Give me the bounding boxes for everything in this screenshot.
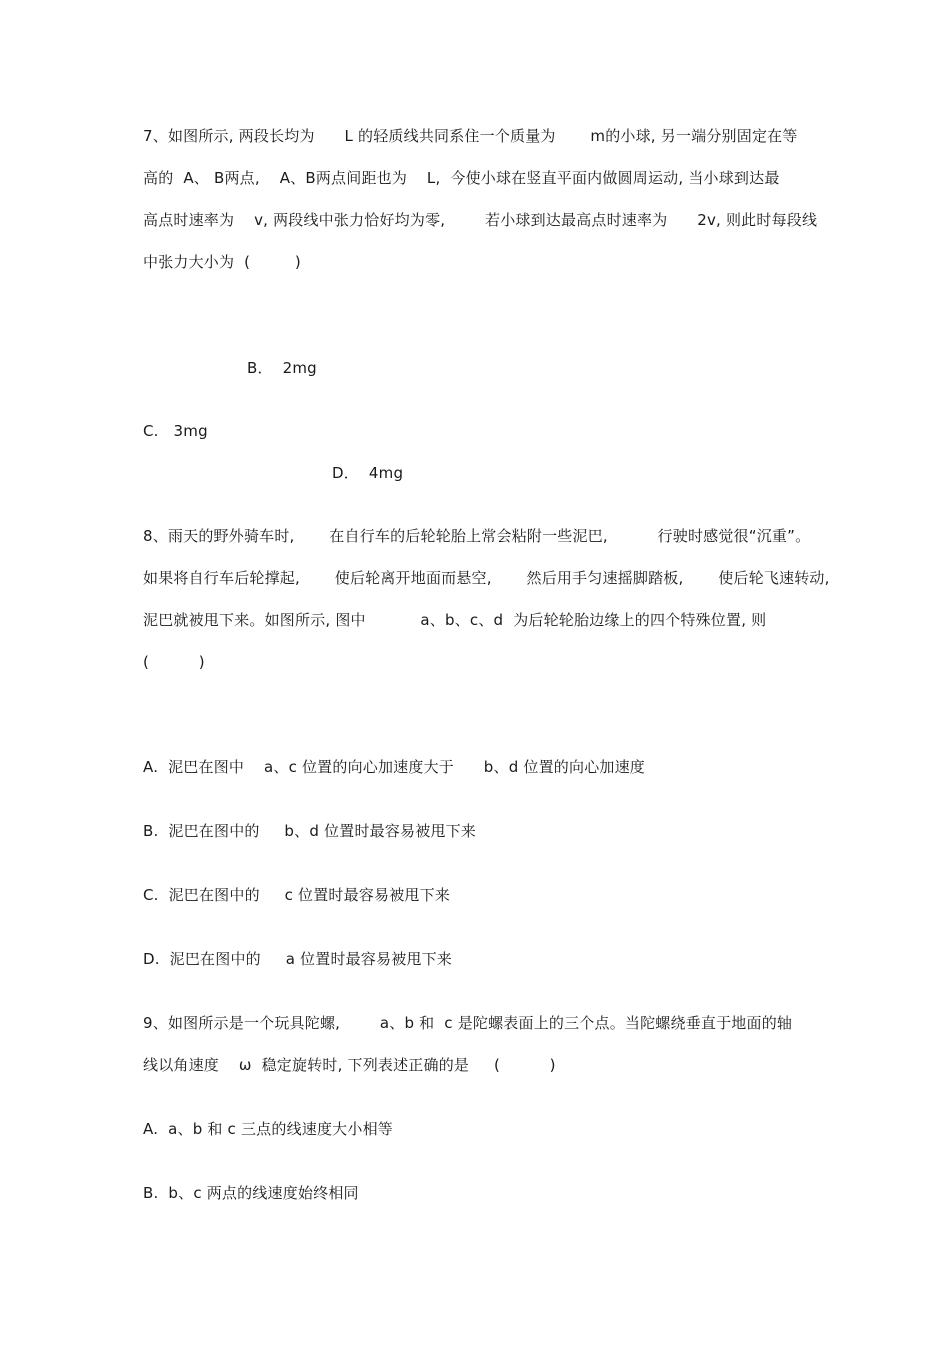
q9-option-a: A. a、b 和 c 三点的线速度大小相等 <box>143 1120 393 1138</box>
q8-option-b: B. 泥巴在图中的 b、d 位置时最容易被甩下来 <box>143 822 477 840</box>
q9-option-b: B. b、c 两点的线速度始终相同 <box>143 1184 359 1202</box>
q7-text-line-3: 高点时速率为 v, 两段线中张力恰好均为零, 若小球到达最高点时速率为 2v, 则此时每段线 <box>143 211 818 229</box>
q8-option-c: C. 泥巴在图中的 c 位置时最容易被甩下来 <box>143 886 451 904</box>
q9-text-line-2: 线以角速度 ω 稳定旋转时, 下列表述正确的是 ( ) <box>143 1056 556 1074</box>
q8-text-line-4: ( ) <box>143 653 205 671</box>
q7-option-d: D． 4mg <box>332 464 404 482</box>
q7-text-line-2: 高的 A、 B两点, A、B两点间距也为 L, 今使小球在竖直平面内做圆周运动, 当小球到达最 <box>143 169 780 187</box>
q8-option-d: D. 泥巴在图中的 a 位置时最容易被甩下来 <box>143 950 453 968</box>
q8-text-line-2: 如果将自行车后轮撑起, 使后轮离开地面而悬空, 然后用手匀速摇脚踏板, 使后轮飞速转动, <box>143 569 830 587</box>
q8-option-a: A. 泥巴在图中 a、c 位置的向心加速度大于 b、d 位置的向心加速度 <box>143 758 646 776</box>
q7-option-c: C. 3mg <box>143 422 208 440</box>
q8-text-line-3: 泥巴就被甩下来。如图所示, 图中 a、b、c、d 为后轮轮胎边缘上的四个特殊位置, 则 <box>143 611 767 629</box>
q7-text-line-4: 中张力大小为 ( ) <box>143 253 301 271</box>
q7-option-b: B． 2mg <box>247 359 317 377</box>
q7-text-line-1: 7、如图所示, 两段长均为 L 的轻质线共同系住一个质量为 m的小球, 另一端分别固定在等 <box>143 127 798 145</box>
q8-text-line-1: 8、雨天的野外骑车时, 在自行车的后轮轮胎上常会粘附一些泥巴, 行驶时感觉很“沉重”。 <box>143 527 811 545</box>
q9-text-line-1: 9、如图所示是一个玩具陀螺, a、b 和 c 是陀螺表面上的三个点。当陀螺绕垂直于地面的轴 <box>143 1014 793 1032</box>
